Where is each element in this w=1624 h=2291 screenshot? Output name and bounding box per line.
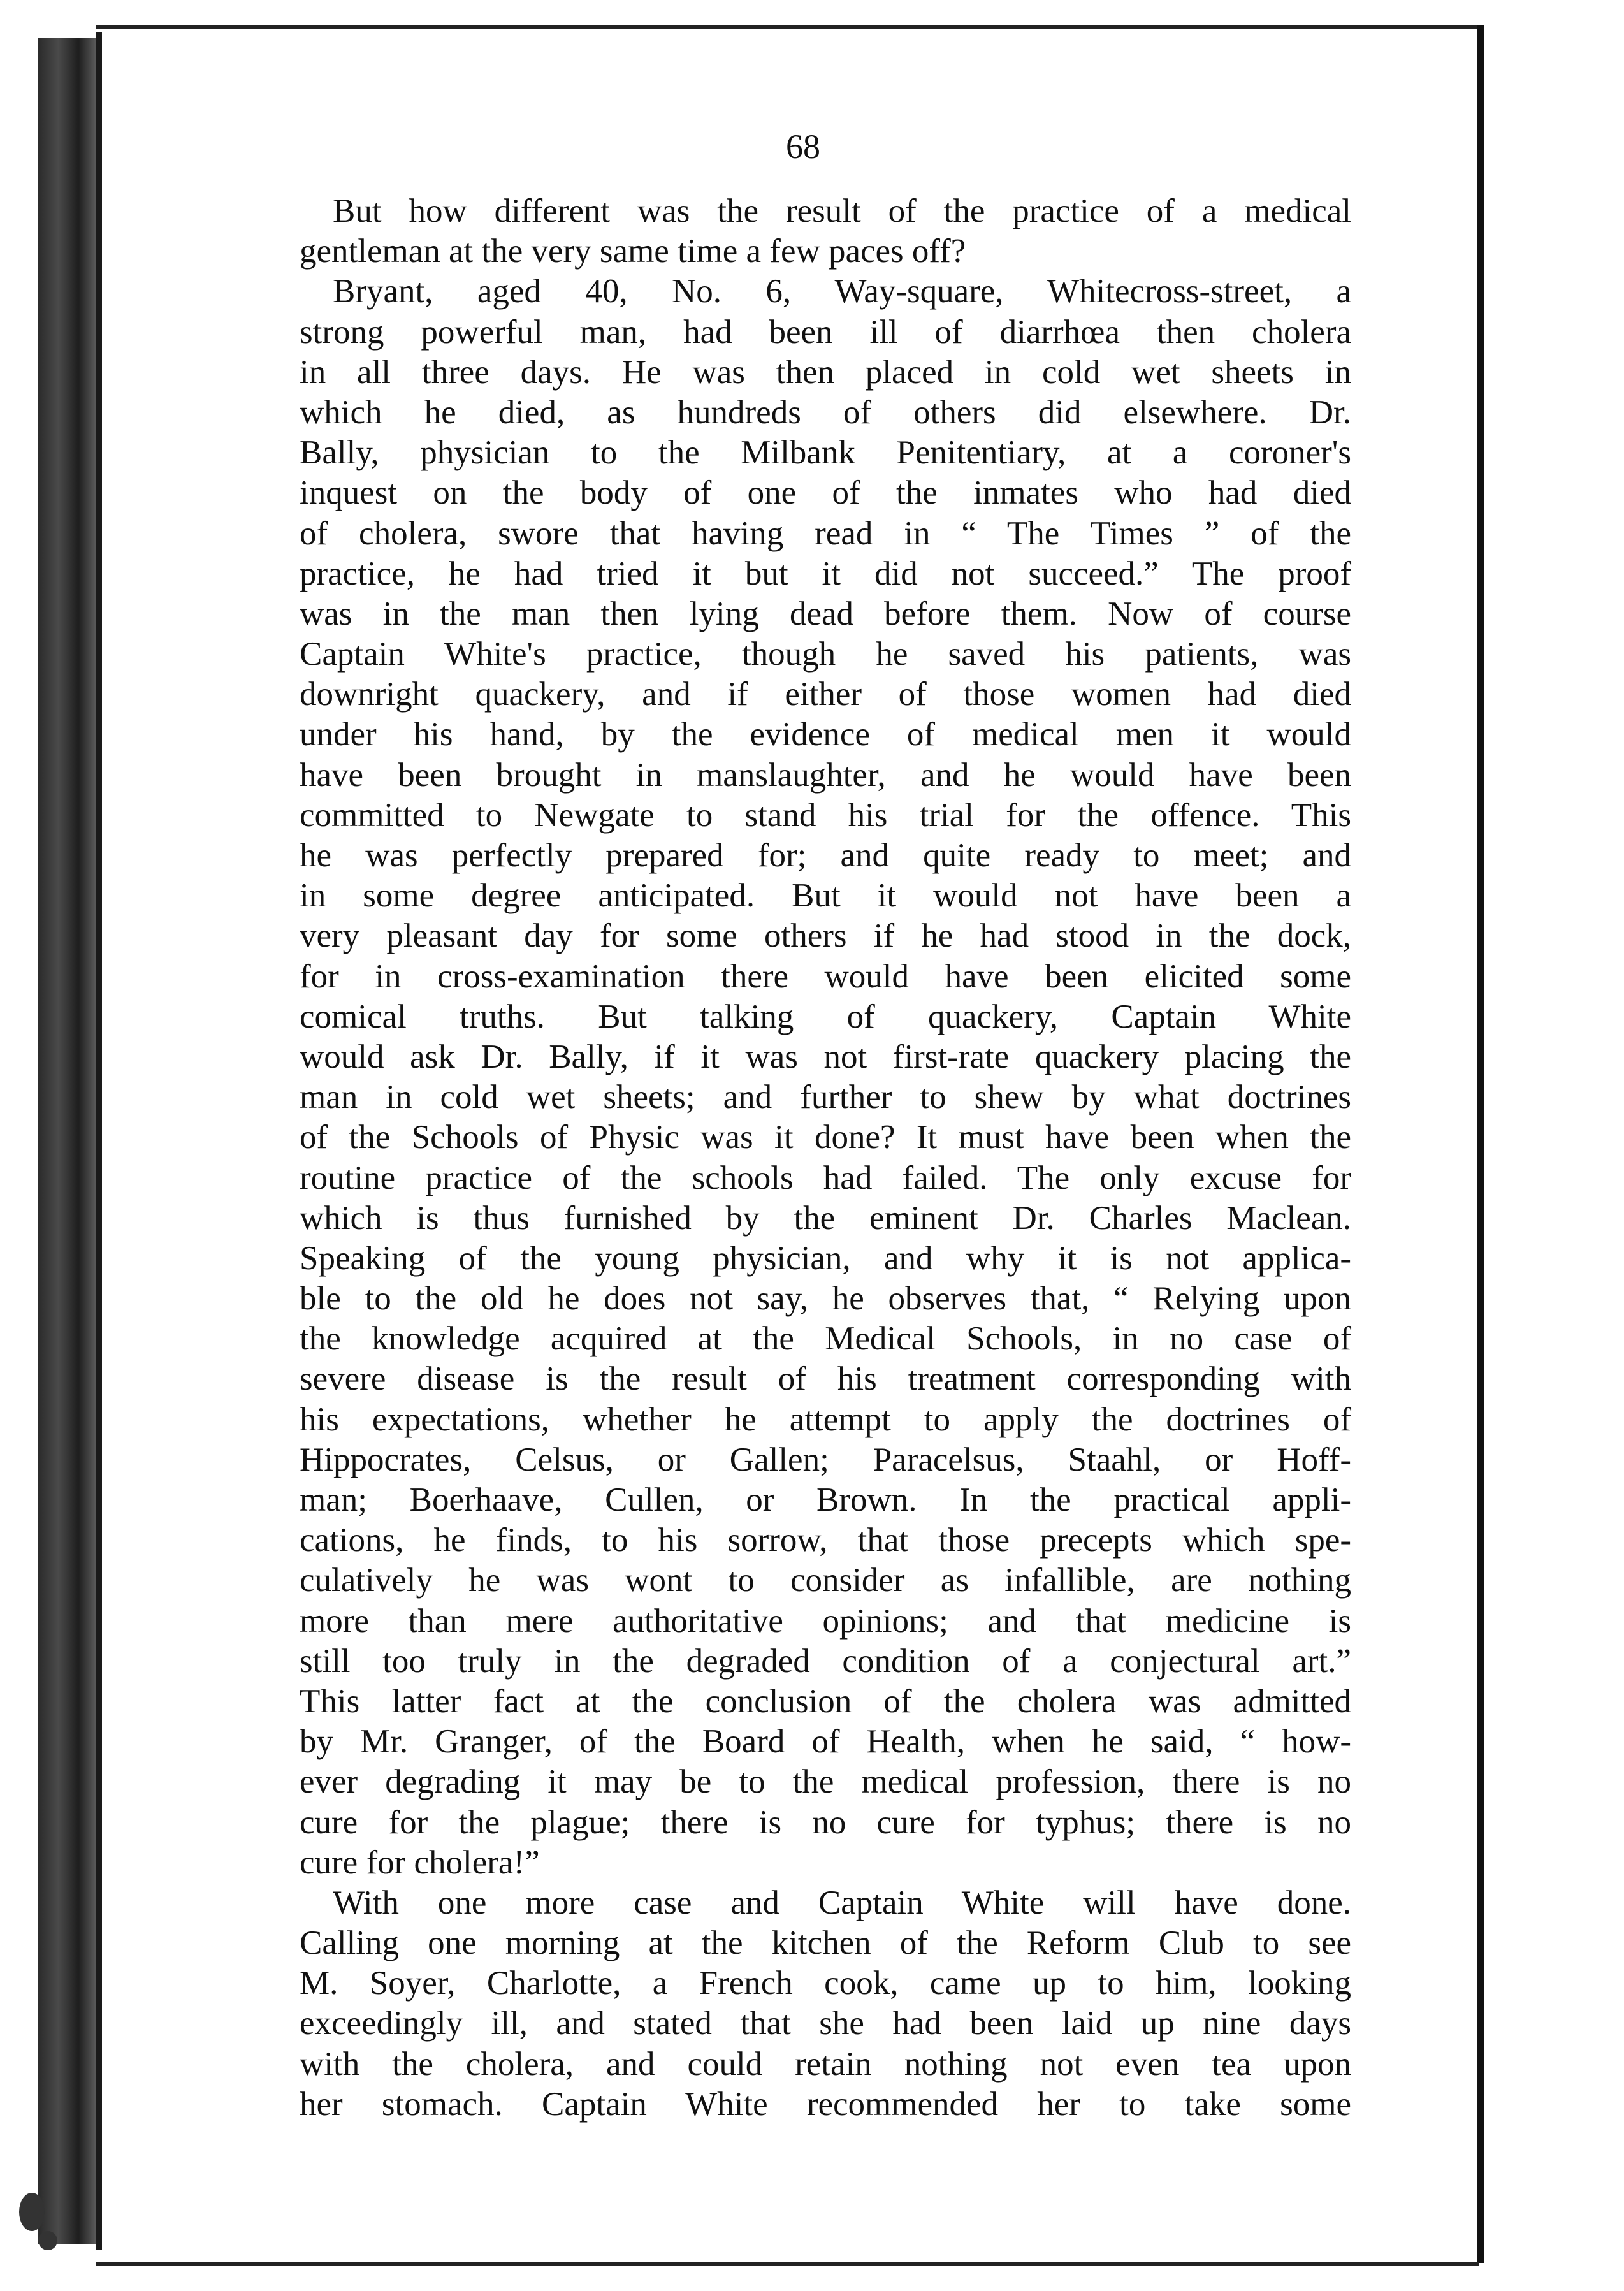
text-line: in all three days. He was then placed in cold wet sheets in	[300, 353, 1351, 391]
text-line: routine practice of the schools had failed. The only excuse for	[300, 1159, 1351, 1196]
text-line: With one more case and Captain White will have done.	[333, 1884, 1351, 1921]
page-right-edge	[1477, 25, 1484, 2263]
page-bottom-edge	[96, 2262, 1479, 2266]
ink-speck	[38, 2231, 57, 2250]
text-line: of the Schools of Physic was it done? It must have been when the	[300, 1119, 1351, 1156]
text-line: Bryant, aged 40, No. 6, Way-square, Whitecross-street, a	[333, 273, 1351, 310]
binding-edge-line	[96, 32, 102, 2250]
text-line: practice, he had tried it but it did not succeed.” The proof	[300, 555, 1351, 592]
text-line: ble to the old he does not say, he observes that, “ Relying upon	[300, 1280, 1351, 1318]
text-line: cure for the plague; there is no cure for typhus; there is no	[300, 1803, 1351, 1841]
text-line: his expectations, whether he attempt to apply the doctrines of	[300, 1400, 1351, 1438]
text-line: Captain White's practice, though he saved his patients, was	[300, 636, 1351, 673]
text-line: by Mr. Granger, of the Board of Health, when he said, “ how-	[300, 1723, 1351, 1761]
text-line: which he died, as hundreds of others did elsewhere. Dr.	[300, 393, 1351, 431]
text-line: M. Soyer, Charlotte, a French cook, came up to him, looking	[300, 1965, 1351, 2002]
text-line: inquest on the body of one of the inmates who had died	[300, 474, 1351, 512]
page-top-edge	[96, 25, 1479, 29]
text-line: gentleman at the very same time a few paces off?	[300, 233, 966, 270]
text-line: comical truths. But talking of quackery, Captain White	[300, 998, 1351, 1035]
text-line: cure for cholera!”	[300, 1844, 540, 1881]
text-line: would ask Dr. Bally, if it was not first-rate quackery placing the	[300, 1038, 1351, 1075]
text-line: committed to Newgate to stand his trial for the offence. This	[300, 796, 1351, 834]
text-line: with the cholera, and could retain nothing not even tea upon	[300, 2045, 1351, 2083]
book-binding	[38, 38, 96, 2244]
text-line: exceedingly ill, and stated that she had been laid up nine days	[300, 2005, 1351, 2042]
text-line: Bally, physician to the Milbank Penitentiary, at a coroner's	[300, 434, 1351, 472]
text-line: strong powerful man, had been ill of diarrhœa then cholera	[300, 313, 1351, 351]
text-line: downright quackery, and if either of those women had died	[300, 676, 1351, 713]
text-line: he was perfectly prepared for; and quite ready to meet; and	[300, 837, 1351, 874]
text-line: under his hand, by the evidence of medical men it would	[300, 716, 1351, 753]
text-line: But how different was the result of the practice of a medical	[333, 193, 1351, 229]
text-line: for in cross-examination there would have been elicited some	[300, 957, 1351, 995]
text-line: more than mere authoritative opinions; and that medicine is	[300, 1602, 1351, 1640]
page-number: 68	[786, 127, 820, 166]
text-line: cations, he finds, to his sorrow, that those precepts which spe-	[300, 1522, 1351, 1559]
text-line: the knowledge acquired at the Medical Schools, in no case of	[300, 1320, 1351, 1358]
text-line: man; Boerhaave, Cullen, or Brown. In the practical appli-	[300, 1481, 1351, 1518]
body-text	[300, 191, 1351, 2125]
text-line: This latter fact at the conclusion of the cholera was admitted	[300, 1682, 1351, 1720]
text-line: which is thus furnished by the eminent Dr. Charles Maclean.	[300, 1199, 1351, 1237]
text-line: culatively he was wont to consider as infallible, are nothing	[300, 1562, 1351, 1599]
text-line: of cholera, swore that having read in “ The Times ” of the	[300, 514, 1351, 552]
text-line: severe disease is the result of his treatment corresponding with	[300, 1360, 1351, 1398]
ink-speck	[19, 2193, 45, 2231]
text-line: Calling one morning at the kitchen of the Reform Club to see	[300, 1924, 1351, 1962]
text-line: ever degrading it may be to the medical profession, there is no	[300, 1763, 1351, 1801]
text-line: have been brought in manslaughter, and he would have been	[300, 756, 1351, 794]
text-line: her stomach. Captain White recommended her to take some	[300, 2085, 1351, 2123]
text-line: very pleasant day for some others if he had stood in the dock,	[300, 917, 1351, 955]
text-line: was in the man then lying dead before them. Now of course	[300, 595, 1351, 632]
text-line: Speaking of the young physician, and why it is not applica-	[300, 1239, 1351, 1277]
text-line: still too truly in the degraded condition of a conjectural art.”	[300, 1642, 1351, 1680]
text-line: man in cold wet sheets; and further to shew by what doctrines	[300, 1079, 1351, 1116]
text-line: in some degree anticipated. But it would not have been a	[300, 877, 1351, 915]
text-line: Hippocrates, Celsus, or Gallen; Paracelsus, Staahl, or Hoff-	[300, 1441, 1351, 1478]
